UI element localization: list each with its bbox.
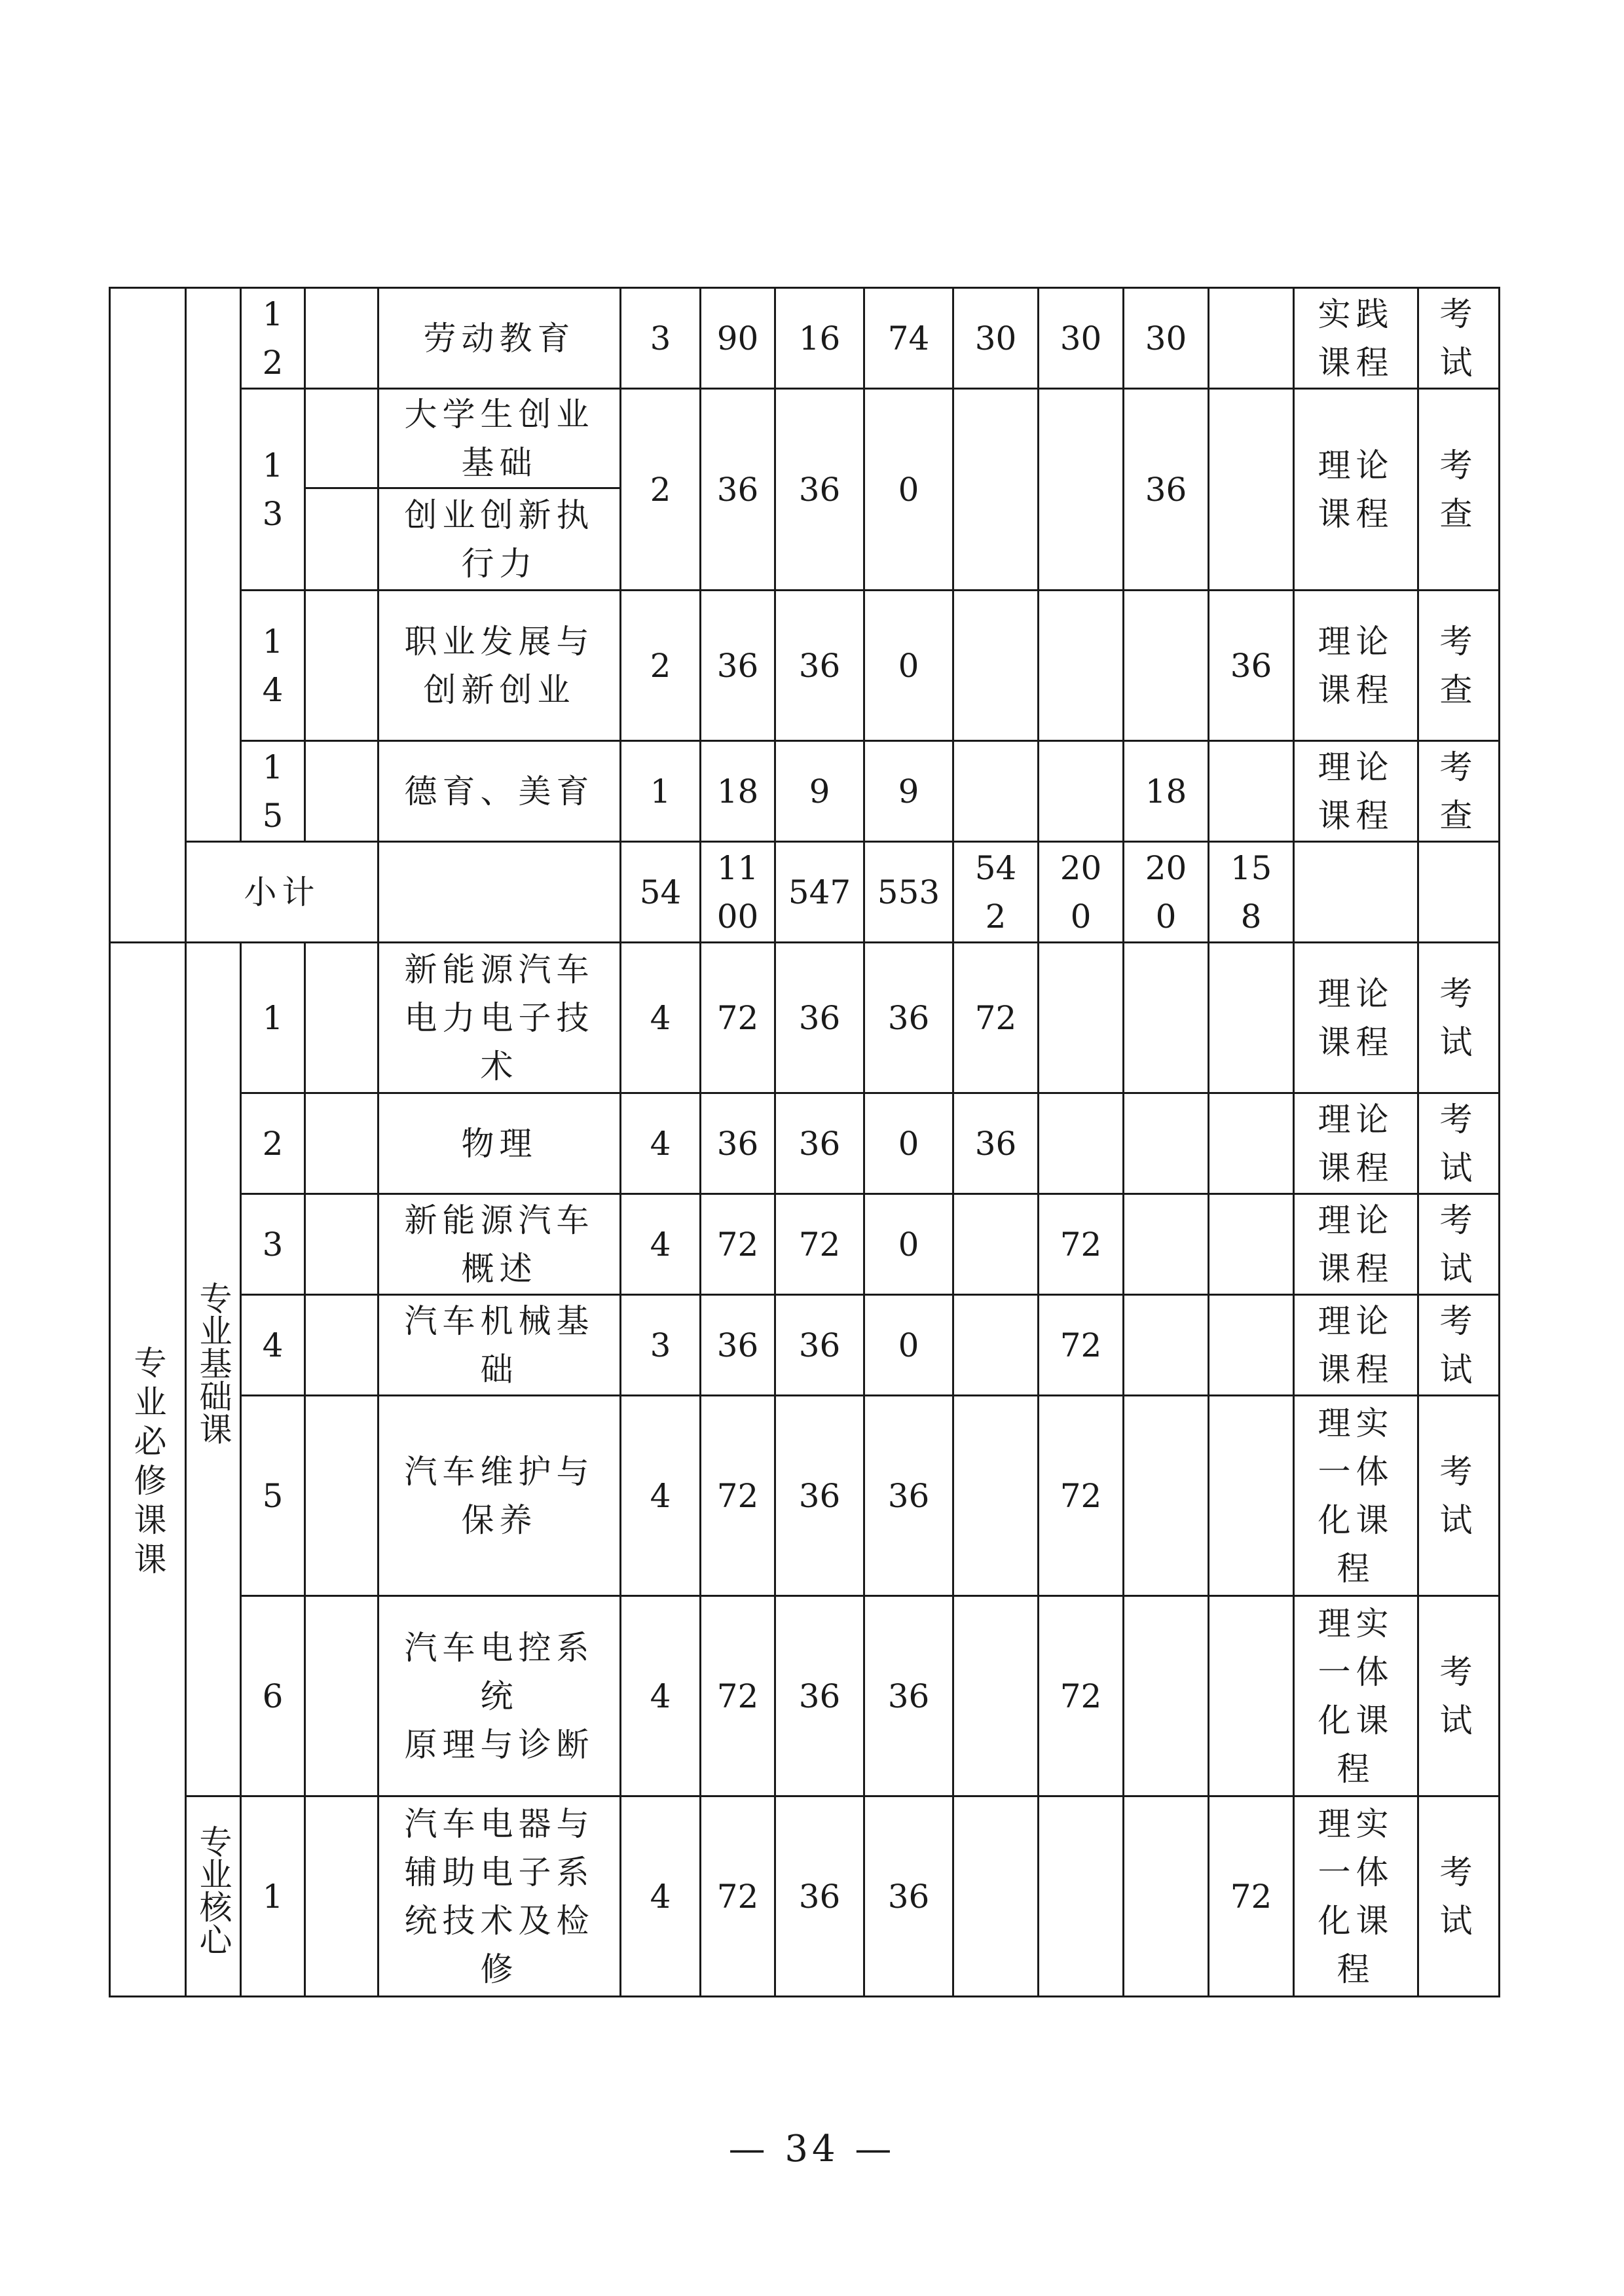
practice-hours-cell: 0 bbox=[864, 1194, 953, 1295]
assessment-cell: 考 试 bbox=[1418, 1194, 1500, 1295]
semester-2-cell bbox=[1039, 389, 1124, 591]
semester-4-cell bbox=[1209, 741, 1294, 842]
code-cell bbox=[305, 1596, 378, 1796]
theory-hours-cell: 9 bbox=[775, 741, 864, 842]
table-row bbox=[110, 1596, 1500, 1796]
curriculum-table bbox=[109, 287, 1500, 1997]
course-type-cell: 理论 课程 bbox=[1294, 591, 1418, 741]
course-name-cell: 新能源汽车 概述 bbox=[378, 1194, 621, 1295]
semester-1-cell bbox=[953, 389, 1039, 591]
assessment-cell: 考 试 bbox=[1418, 1796, 1500, 1997]
code-cell bbox=[305, 1194, 378, 1295]
theory-hours-cell: 16 bbox=[775, 288, 864, 389]
code-cell bbox=[305, 1396, 378, 1596]
assessment-cell: 考 试 bbox=[1418, 1596, 1500, 1796]
assessment-cell: 考 试 bbox=[1418, 1295, 1500, 1396]
semester-4-cell bbox=[1209, 389, 1294, 591]
credit-cell: 4 bbox=[621, 943, 701, 1093]
credit-cell: 1 bbox=[621, 741, 701, 842]
practice-hours-cell: 553 bbox=[864, 842, 953, 943]
table-row bbox=[110, 1396, 1500, 1596]
course-name-cell: 新能源汽车 电力电子技 术 bbox=[378, 943, 621, 1093]
credit-cell: 4 bbox=[621, 1194, 701, 1295]
credit-cell: 4 bbox=[621, 1093, 701, 1194]
course-name-cell: 汽车电控系 统 原理与诊断 bbox=[378, 1596, 621, 1796]
practice-hours-cell: 36 bbox=[864, 1796, 953, 1997]
semester-2-cell bbox=[1039, 943, 1124, 1093]
semester-4-cell: 15 8 bbox=[1209, 842, 1294, 943]
course-type-cell: 理论 课程 bbox=[1294, 741, 1418, 842]
course-type-cell: 理实 一体 化课 程 bbox=[1294, 1596, 1418, 1796]
assessment-cell: 考 查 bbox=[1418, 591, 1500, 741]
course-type-cell: 理论 课程 bbox=[1294, 1093, 1418, 1194]
seq-cell: 2 bbox=[241, 1093, 305, 1194]
theory-hours-cell: 36 bbox=[775, 1295, 864, 1396]
total-hours-cell: 72 bbox=[701, 1396, 775, 1596]
practice-hours-cell: 36 bbox=[864, 1596, 953, 1796]
semester-3-cell: 20 0 bbox=[1124, 842, 1209, 943]
semester-1-cell bbox=[953, 1596, 1039, 1796]
theory-hours-cell: 547 bbox=[775, 842, 864, 943]
semester-2-cell: 72 bbox=[1039, 1596, 1124, 1796]
code-cell bbox=[305, 488, 378, 591]
semester-1-cell: 36 bbox=[953, 1093, 1039, 1194]
course-name-cell: 职业发展与 创新创业 bbox=[378, 591, 621, 741]
course-name-cell: 汽车维护与 保养 bbox=[378, 1396, 621, 1596]
assessment-cell: 考 查 bbox=[1418, 389, 1500, 591]
semester-4-cell bbox=[1209, 1093, 1294, 1194]
semester-2-cell bbox=[1039, 741, 1124, 842]
semester-4-cell bbox=[1209, 1596, 1294, 1796]
credit-cell: 2 bbox=[621, 591, 701, 741]
semester-2-cell: 72 bbox=[1039, 1194, 1124, 1295]
assessment-cell: 考 试 bbox=[1418, 1093, 1500, 1194]
theory-hours-cell: 36 bbox=[775, 389, 864, 591]
assessment-cell bbox=[1418, 842, 1500, 943]
code-cell bbox=[305, 288, 378, 389]
semester-3-cell bbox=[1124, 591, 1209, 741]
category-cell-continued bbox=[110, 288, 186, 943]
practice-hours-cell: 36 bbox=[864, 1396, 953, 1596]
theory-hours-cell: 36 bbox=[775, 591, 864, 741]
semester-4-cell bbox=[1209, 1396, 1294, 1596]
total-hours-cell: 18 bbox=[701, 741, 775, 842]
semester-3-cell bbox=[1124, 1596, 1209, 1796]
course-type-cell: 理论 课程 bbox=[1294, 1194, 1418, 1295]
theory-hours-cell: 36 bbox=[775, 1596, 864, 1796]
assessment-cell: 考 查 bbox=[1418, 741, 1500, 842]
table-row bbox=[110, 288, 1500, 389]
semester-4-cell bbox=[1209, 288, 1294, 389]
course-name-cell: 汽车电器与 辅助电子系 统技术及检 修 bbox=[378, 1796, 621, 1997]
semester-1-cell bbox=[953, 1396, 1039, 1596]
course-type-cell: 理实 一体 化课 程 bbox=[1294, 1796, 1418, 1997]
total-hours-cell: 36 bbox=[701, 1295, 775, 1396]
semester-2-cell: 30 bbox=[1039, 288, 1124, 389]
credit-cell: 2 bbox=[621, 389, 701, 591]
code-cell bbox=[305, 1093, 378, 1194]
semester-1-cell bbox=[953, 1796, 1039, 1997]
course-type-cell: 理论 课程 bbox=[1294, 1295, 1418, 1396]
semester-2-cell bbox=[1039, 591, 1124, 741]
total-hours-cell: 11 00 bbox=[701, 842, 775, 943]
group-cell-continued bbox=[186, 288, 241, 842]
group-core-courses: 专业核心 bbox=[186, 1796, 241, 1997]
theory-hours-cell: 36 bbox=[775, 943, 864, 1093]
semester-2-cell: 72 bbox=[1039, 1295, 1124, 1396]
category-major-required: 专业必修课课 bbox=[110, 943, 186, 1997]
total-hours-cell: 72 bbox=[701, 1596, 775, 1796]
code-cell bbox=[305, 591, 378, 741]
semester-3-cell bbox=[1124, 1796, 1209, 1997]
theory-hours-cell: 36 bbox=[775, 1396, 864, 1596]
group-basic-courses: 专业基础课 bbox=[186, 943, 241, 1796]
course-type-cell: 实践 课程 bbox=[1294, 288, 1418, 389]
table-row bbox=[110, 1093, 1500, 1194]
assessment-cell: 考 试 bbox=[1418, 943, 1500, 1093]
theory-hours-cell: 36 bbox=[775, 1093, 864, 1194]
seq-cell: 6 bbox=[241, 1596, 305, 1796]
semester-1-cell bbox=[953, 591, 1039, 741]
table-row bbox=[110, 591, 1500, 741]
practice-hours-cell: 74 bbox=[864, 288, 953, 389]
semester-1-cell bbox=[953, 1295, 1039, 1396]
page-number: — 34 — bbox=[728, 2128, 896, 2170]
course-name-cell: 大学生创业 基础 bbox=[378, 389, 621, 488]
total-hours-cell: 36 bbox=[701, 1093, 775, 1194]
semester-3-cell: 30 bbox=[1124, 288, 1209, 389]
semester-2-cell bbox=[1039, 1796, 1124, 1997]
semester-3-cell bbox=[1124, 1295, 1209, 1396]
practice-hours-cell: 0 bbox=[864, 1093, 953, 1194]
semester-4-cell bbox=[1209, 1295, 1294, 1396]
table-row bbox=[110, 1796, 1500, 1997]
practice-hours-cell: 0 bbox=[864, 1295, 953, 1396]
semester-4-cell: 72 bbox=[1209, 1796, 1294, 1997]
practice-hours-cell: 9 bbox=[864, 741, 953, 842]
code-cell bbox=[305, 1796, 378, 1997]
code-cell bbox=[305, 943, 378, 1093]
table-row bbox=[110, 741, 1500, 842]
semester-3-cell: 36 bbox=[1124, 389, 1209, 591]
total-hours-cell: 36 bbox=[701, 389, 775, 591]
code-cell bbox=[305, 1295, 378, 1396]
subtotal-label-cell: 小计 bbox=[186, 842, 378, 943]
semester-3-cell bbox=[1124, 1194, 1209, 1295]
course-name-cell: 汽车机械基 础 bbox=[378, 1295, 621, 1396]
course-name-cell: 德育、美育 bbox=[378, 741, 621, 842]
credit-cell: 4 bbox=[621, 1796, 701, 1997]
assessment-cell: 考 试 bbox=[1418, 288, 1500, 389]
semester-2-cell: 20 0 bbox=[1039, 842, 1124, 943]
course-name-cell: 创业创新执 行力 bbox=[378, 488, 621, 591]
course-type-cell bbox=[1294, 842, 1418, 943]
semester-3-cell bbox=[1124, 943, 1209, 1093]
seq-cell: 1 bbox=[241, 1796, 305, 1997]
code-cell bbox=[305, 741, 378, 842]
table-row bbox=[110, 1295, 1500, 1396]
total-hours-cell: 36 bbox=[701, 591, 775, 741]
semester-3-cell bbox=[1124, 1396, 1209, 1596]
semester-1-cell bbox=[953, 741, 1039, 842]
course-name-cell: 物理 bbox=[378, 1093, 621, 1194]
theory-hours-cell: 72 bbox=[775, 1194, 864, 1295]
credit-cell: 3 bbox=[621, 1295, 701, 1396]
total-hours-cell: 72 bbox=[701, 1796, 775, 1997]
semester-1-cell: 30 bbox=[953, 288, 1039, 389]
seq-cell: 1 2 bbox=[241, 288, 305, 389]
seq-cell: 4 bbox=[241, 1295, 305, 1396]
semester-1-cell bbox=[953, 1194, 1039, 1295]
semester-4-cell bbox=[1209, 1194, 1294, 1295]
total-hours-cell: 72 bbox=[701, 1194, 775, 1295]
practice-hours-cell: 36 bbox=[864, 943, 953, 1093]
subtotal-row bbox=[110, 842, 1500, 943]
semester-4-cell bbox=[1209, 943, 1294, 1093]
seq-cell: 1 5 bbox=[241, 741, 305, 842]
seq-cell: 1 4 bbox=[241, 591, 305, 741]
assessment-cell: 考 试 bbox=[1418, 1396, 1500, 1596]
practice-hours-cell: 0 bbox=[864, 389, 953, 591]
course-name-cell bbox=[378, 842, 621, 943]
table-row bbox=[110, 1194, 1500, 1295]
total-hours-cell: 72 bbox=[701, 943, 775, 1093]
semester-2-cell: 72 bbox=[1039, 1396, 1124, 1596]
theory-hours-cell: 36 bbox=[775, 1796, 864, 1997]
credit-cell: 54 bbox=[621, 842, 701, 943]
semester-3-cell: 18 bbox=[1124, 741, 1209, 842]
credit-cell: 3 bbox=[621, 288, 701, 389]
seq-cell: 1 bbox=[241, 943, 305, 1093]
table-row bbox=[110, 943, 1500, 1093]
table-row bbox=[110, 389, 1500, 488]
semester-2-cell bbox=[1039, 1093, 1124, 1194]
credit-cell: 4 bbox=[621, 1596, 701, 1796]
course-type-cell: 理论 课程 bbox=[1294, 943, 1418, 1093]
seq-cell: 5 bbox=[241, 1396, 305, 1596]
seq-cell: 1 3 bbox=[241, 389, 305, 591]
course-type-cell: 理论 课程 bbox=[1294, 389, 1418, 591]
practice-hours-cell: 0 bbox=[864, 591, 953, 741]
code-cell bbox=[305, 389, 378, 488]
semester-1-cell: 72 bbox=[953, 943, 1039, 1093]
seq-cell: 3 bbox=[241, 1194, 305, 1295]
semester-4-cell: 36 bbox=[1209, 591, 1294, 741]
semester-3-cell bbox=[1124, 1093, 1209, 1194]
course-type-cell: 理实 一体 化课 程 bbox=[1294, 1396, 1418, 1596]
credit-cell: 4 bbox=[621, 1396, 701, 1596]
total-hours-cell: 90 bbox=[701, 288, 775, 389]
course-name-cell: 劳动教育 bbox=[378, 288, 621, 389]
semester-1-cell: 54 2 bbox=[953, 842, 1039, 943]
